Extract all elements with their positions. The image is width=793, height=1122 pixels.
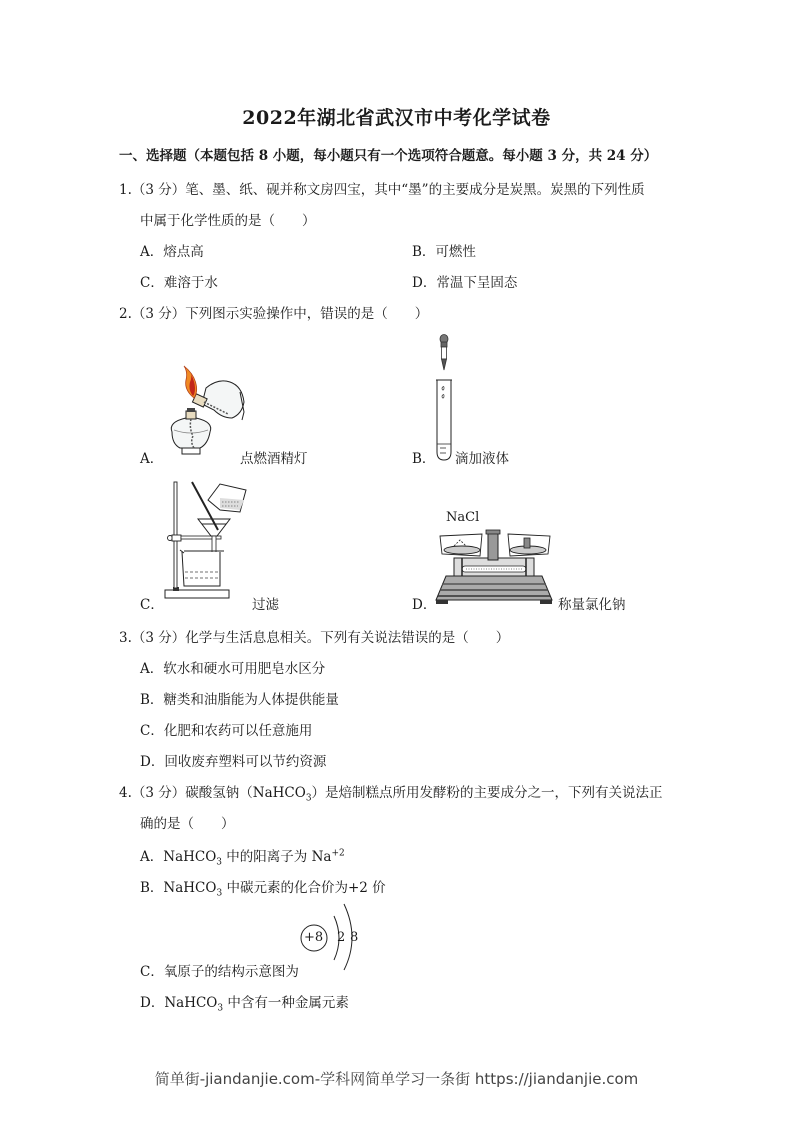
question-number: 2.	[119, 306, 132, 322]
formula: NaHCO	[163, 880, 217, 896]
question-stem: （3 分）笔、墨、纸、砚并称文房四宝，其中“墨”的主要成分是炭黑。炭黑的下列性质	[131, 182, 645, 198]
option-d	[140, 991, 349, 1014]
option-text: 中碳元素的化合价为+2 价	[222, 880, 386, 896]
option-text: 软水和硬水可用肥皂水区分	[163, 661, 326, 677]
question-4-line2: 确的是（ ）	[140, 816, 235, 832]
alcohol-lamp-figure	[158, 370, 248, 462]
subscript: 3	[305, 793, 312, 804]
option-c	[140, 271, 218, 291]
option-d	[140, 750, 326, 770]
option-text: 中的阳离子为 Na	[222, 849, 332, 865]
option-a	[140, 657, 325, 677]
subscript: 3	[216, 888, 223, 899]
question-stem: （3 分）下列图示实验操作中，错误的是（ ）	[131, 306, 429, 322]
option-text: 可燃性	[435, 244, 476, 260]
balance-figure	[432, 528, 556, 608]
option-a	[140, 845, 345, 868]
option-text: 氧原子的结构示意图为	[163, 964, 299, 980]
option-d-text: 称量氯化钠	[558, 597, 626, 613]
shell-1-electrons: 2	[337, 930, 346, 945]
question-2-line1	[119, 302, 428, 322]
option-b-text: 滴加液体	[455, 451, 509, 467]
question-stem: （3 分）碳酸氢钠（NaHCO	[131, 785, 306, 801]
dropper-test-tube-figure	[432, 332, 456, 462]
option-letter: C．	[140, 964, 164, 980]
option-b-letter: B．	[412, 451, 436, 467]
option-text: 难溶于水	[163, 275, 218, 291]
filtration-figure	[162, 480, 252, 605]
superscript: +2	[331, 848, 345, 859]
question-stem: （3 分）化学与生活息息相关。下列有关说法错误的是（ ）	[131, 630, 510, 646]
shell-2-electrons: 8	[350, 930, 359, 945]
formula: NaHCO	[164, 995, 218, 1011]
subscript: 3	[217, 1003, 224, 1014]
question-1-line2: 中属于化学性质的是（ ）	[140, 213, 316, 229]
nacl-label: NaCl	[446, 510, 480, 525]
option-letter: D．	[412, 275, 437, 291]
option-letter: A．	[140, 661, 164, 677]
page-title: 2022年湖北省武汉市中考化学试卷	[242, 107, 551, 129]
option-text: 熔点高	[163, 244, 204, 260]
option-text: 化肥和农药可以任意施用	[163, 723, 313, 739]
question-1-line1	[119, 178, 645, 198]
option-b	[412, 240, 476, 260]
option-text: 中含有一种金属元素	[223, 995, 349, 1011]
option-text: 糖类和油脂能为人体提供能量	[163, 692, 339, 708]
option-c-text: 过滤	[252, 597, 279, 613]
nucleus-charge: +8	[304, 930, 324, 945]
option-b	[140, 688, 339, 708]
option-letter: D．	[140, 995, 165, 1011]
formula: NaHCO	[163, 849, 217, 865]
option-a	[140, 240, 204, 260]
option-letter: C．	[140, 723, 164, 739]
option-letter: C．	[140, 275, 164, 291]
option-letter: B．	[140, 880, 164, 896]
option-c	[140, 960, 299, 980]
option-text: 回收废弃塑料可以节约资源	[164, 754, 327, 770]
option-c-letter: C．	[140, 597, 164, 613]
option-b	[140, 876, 386, 899]
option-letter: D．	[140, 754, 165, 770]
question-number: 1.	[119, 182, 132, 198]
question-number: 4.	[119, 785, 132, 801]
subscript: 3	[216, 857, 223, 868]
question-number: 3.	[119, 630, 132, 646]
option-a-text: 点燃酒精灯	[240, 451, 308, 467]
option-c	[140, 719, 312, 739]
question-4-line1	[119, 781, 663, 804]
option-letter: A．	[140, 849, 164, 865]
option-a-letter: A．	[140, 451, 164, 467]
option-d-letter: D．	[412, 597, 437, 613]
question-stem: ）是焙制糕点所用发酵粉的主要成分之一，下列有关说法正	[311, 785, 663, 801]
footer-watermark: 简单街-jiandanjie.com-学科网简单学习一条街 https://jiandanjie.com	[154, 1070, 639, 1088]
option-letter: B．	[140, 692, 164, 708]
option-d	[412, 271, 517, 291]
option-text: 常温下呈固态	[436, 275, 518, 291]
question-3-line1	[119, 626, 509, 646]
option-letter: B．	[412, 244, 436, 260]
option-letter: A．	[140, 244, 164, 260]
section-heading: 一、选择题（本题包括 8 小题，每小题只有一个选项符合题意。每小题 3 分，共 24 分）	[119, 148, 658, 164]
